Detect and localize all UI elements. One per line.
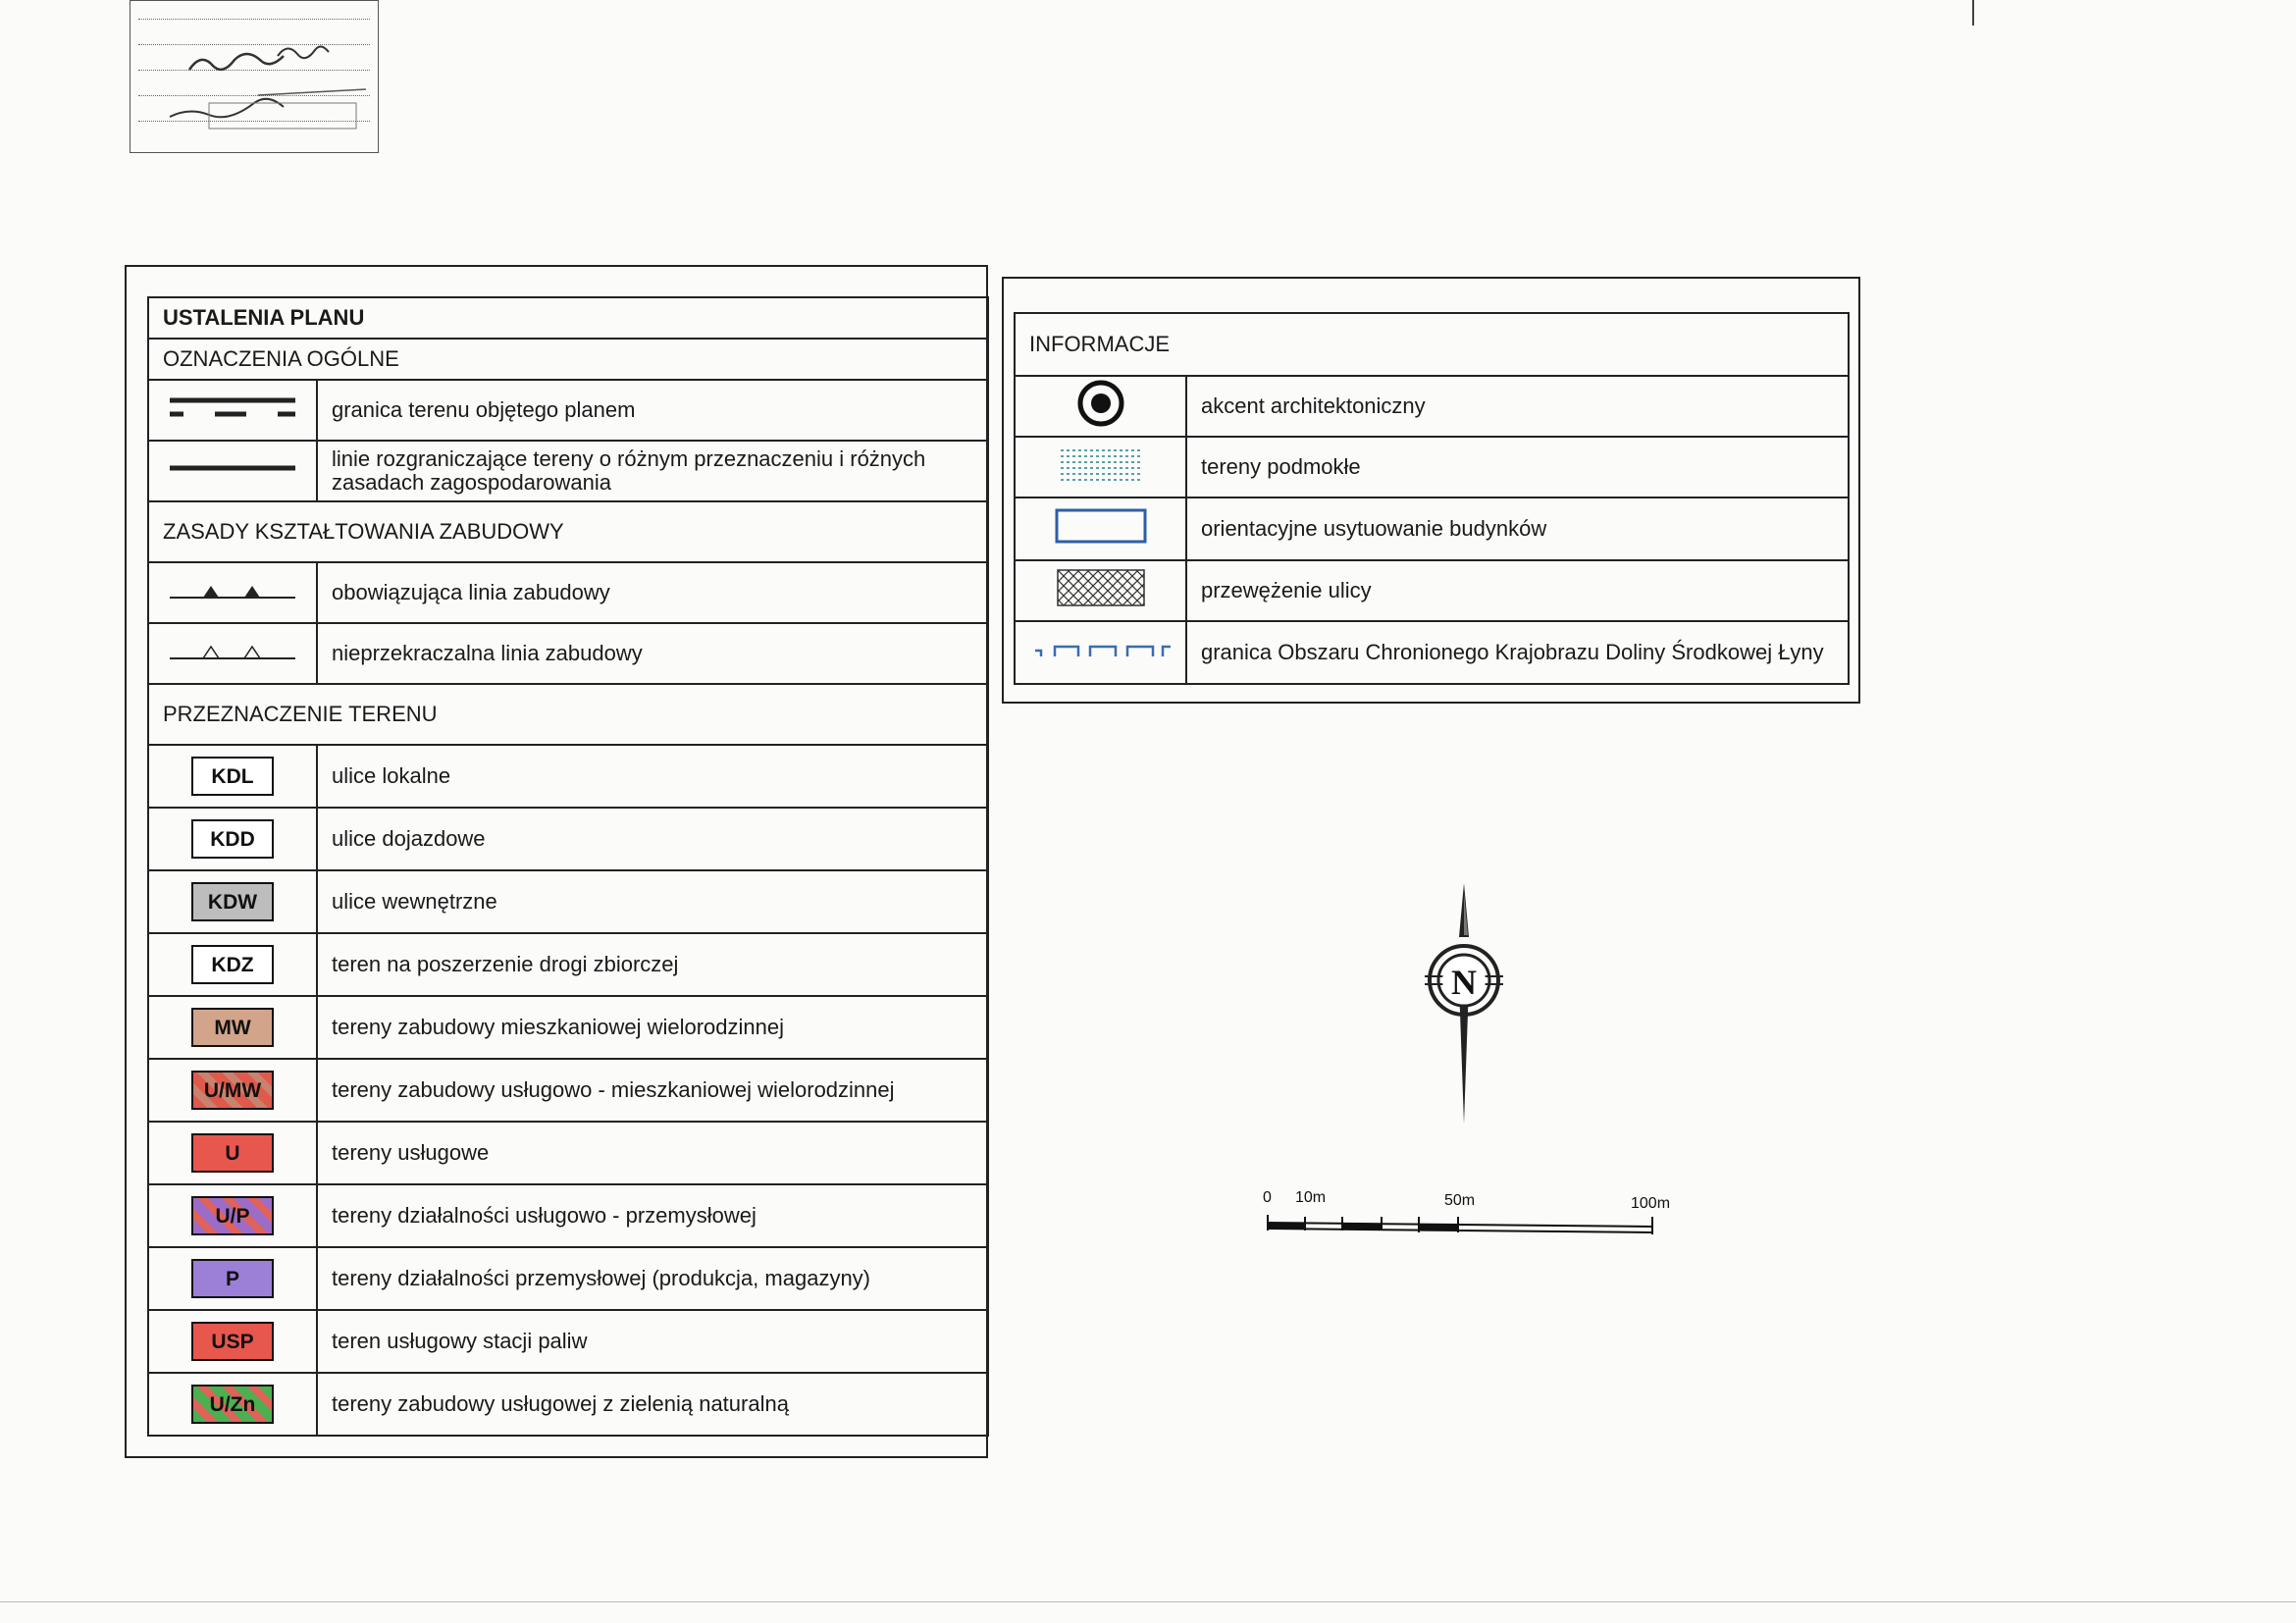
- legend-label: nieprzekraczalna linia zabudowy: [317, 623, 988, 684]
- legend-information-table: [1014, 312, 1850, 685]
- legend-label: akcent architektoniczny: [1186, 376, 1849, 437]
- legend-label: tereny działalności przemysłowej (produkcja, magazyny): [317, 1247, 988, 1310]
- landuse-code-cell: [148, 1122, 317, 1184]
- scale-label-0: 0: [1263, 1189, 1272, 1206]
- open-triangle-line-icon: [148, 623, 317, 684]
- legend-label: tereny usługowe: [317, 1122, 988, 1184]
- code-kdz: KDZ: [191, 945, 274, 984]
- scale-label-50m: 50m: [1444, 1192, 1476, 1209]
- landuse-code-cell: [148, 1247, 317, 1310]
- legend-label: ulice lokalne: [317, 745, 988, 808]
- legend-label: przewężenie ulicy: [1186, 560, 1849, 621]
- cross-hatch-icon: [1015, 560, 1186, 621]
- code-u: U: [191, 1133, 274, 1173]
- code-kdd: KDD: [191, 819, 274, 859]
- legend-label: ulice dojazdowe: [317, 808, 988, 870]
- legend-label: tereny zabudowy usługowo - mieszkaniowej wielorodzinnej: [317, 1059, 988, 1122]
- stamp-handwriting-icon: [130, 1, 379, 153]
- landuse-code-cell: [148, 1373, 317, 1436]
- legend-label: teren na poszerzenie drogi zbiorczej: [317, 933, 988, 996]
- section-landuse-header: PRZEZNACZENIE TERENU: [148, 684, 988, 745]
- scale-label-10m: 10m: [1295, 1189, 1327, 1206]
- landuse-code-cell: [148, 1310, 317, 1373]
- landuse-code-cell: [148, 808, 317, 870]
- legend-label: tereny zabudowy usługowej z zielenią naturalną: [317, 1373, 988, 1436]
- legend-plan-table: [147, 296, 989, 1437]
- code-usp: USP: [191, 1322, 274, 1361]
- legend-label: tereny podmokłe: [1186, 437, 1849, 497]
- legend-label: granica terenu objętego planem: [317, 380, 988, 441]
- approval-stamp: [130, 0, 379, 153]
- protected-area-boundary-icon: [1015, 621, 1186, 684]
- code-p: P: [191, 1259, 274, 1298]
- legend-title: USTALENIA PLANU: [148, 297, 988, 339]
- section-general-header: OZNACZENIA OGÓLNE: [148, 339, 988, 380]
- information-header: INFORMACJE: [1015, 313, 1849, 376]
- code-kdl: KDL: [191, 757, 274, 796]
- code-umw: U/MW: [191, 1071, 274, 1110]
- target-circle-icon: [1015, 376, 1186, 437]
- scan-edge-mark: [1972, 0, 1974, 26]
- building-outline-icon: [1015, 497, 1186, 560]
- legend-label: tereny zabudowy mieszkaniowej wielorodzinnej: [317, 996, 988, 1059]
- legend-label: obowiązująca linia zabudowy: [317, 562, 988, 623]
- landuse-code-cell: [148, 745, 317, 808]
- code-uzn: U/Zn: [191, 1385, 274, 1424]
- legend-label: teren usługowy stacji paliw: [317, 1310, 988, 1373]
- section-building-header: ZASADY KSZTAŁTOWANIA ZABUDOWY: [148, 501, 988, 562]
- legend-label: linie rozgraniczające tereny o różnym przeznaczeniu i różnych zasadach zagospodarowania: [317, 441, 988, 501]
- scan-edge-line: [0, 1601, 2296, 1602]
- solid-line-icon: [148, 441, 317, 501]
- legend-label: tereny działalności usługowo - przemysłowej: [317, 1184, 988, 1247]
- landuse-code-cell: [148, 933, 317, 996]
- landuse-code-cell: [148, 870, 317, 933]
- landuse-code-cell: [148, 1059, 317, 1122]
- scale-label-100m: 100m: [1631, 1195, 1671, 1212]
- code-up: U/P: [191, 1196, 274, 1235]
- filled-triangle-line-icon: [148, 562, 317, 623]
- scale-bar-graphic-icon: [1266, 1209, 1658, 1238]
- code-mw: MW: [191, 1008, 274, 1047]
- code-kdw: KDW: [191, 882, 274, 921]
- landuse-code-cell: [148, 1184, 317, 1247]
- legend-label: orientacyjne usytuowanie budynków: [1186, 497, 1849, 560]
- wetland-hatch-icon: [1015, 437, 1186, 497]
- north-arrow-icon: [1413, 878, 1516, 1133]
- legend-label: ulice wewnętrzne: [317, 870, 988, 933]
- north-label: N: [1451, 963, 1477, 1002]
- legend-label: granica Obszaru Chronionego Krajobrazu Doliny Środkowej Łyny: [1186, 621, 1849, 684]
- dashed-boundary-line-icon: [148, 380, 317, 441]
- landuse-code-cell: [148, 996, 317, 1059]
